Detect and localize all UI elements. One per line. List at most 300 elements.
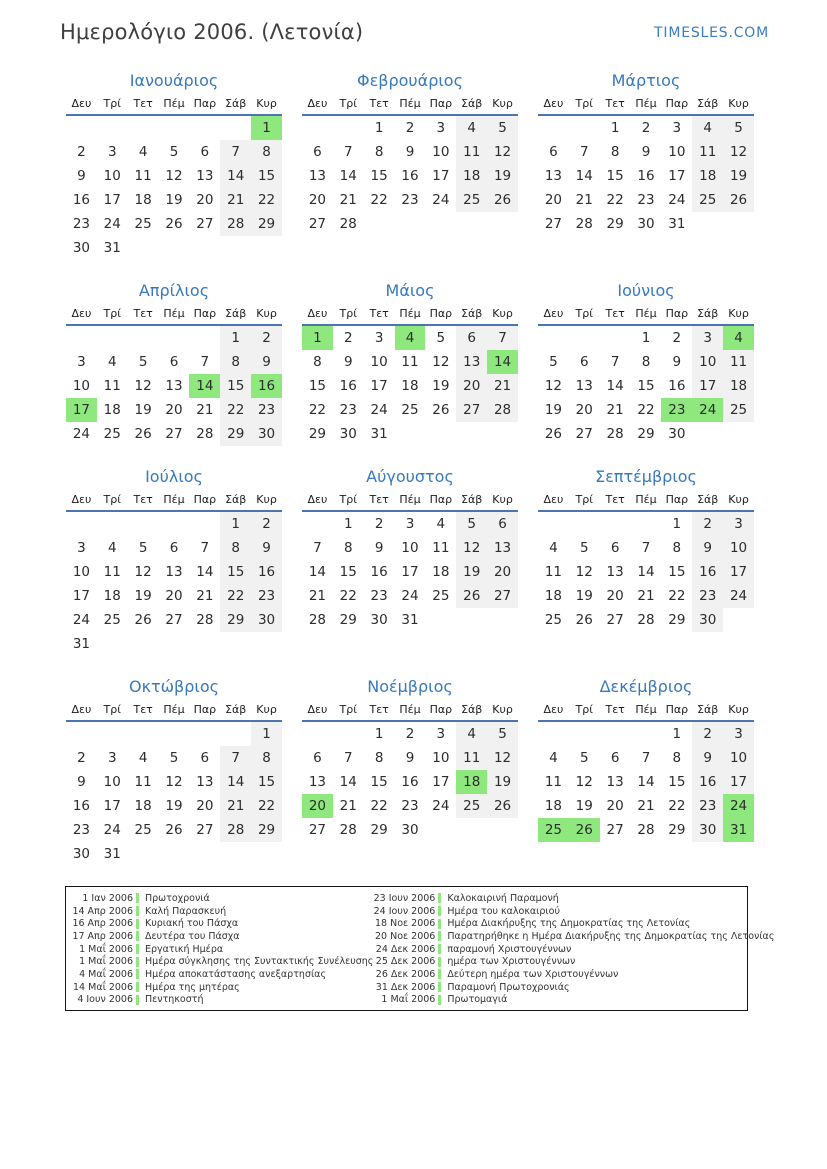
day-cell: 27: [544, 216, 563, 232]
holiday-legend-row: [71, 955, 373, 968]
day-cell: 26: [544, 426, 563, 442]
day-cell: 25: [103, 612, 121, 628]
day-cell: 14: [196, 564, 214, 580]
month-days: [538, 116, 754, 236]
holiday-marker-icon: [136, 957, 139, 967]
day-cell: 11: [692, 140, 723, 164]
empty-day-cell: [723, 608, 754, 632]
day-cell: 9: [692, 746, 723, 770]
day-cell: 20: [165, 588, 183, 604]
day-cell: 17: [370, 378, 388, 394]
empty-day-cell: [302, 512, 333, 536]
empty-day-cell: [425, 422, 456, 446]
empty-day-cell: [425, 608, 456, 632]
empty-day-cell: [159, 116, 190, 140]
day-cell: 4: [107, 540, 117, 556]
holiday-legend-row: [373, 968, 774, 981]
empty-day-cell: [97, 326, 128, 350]
month-title: Σεπτέμβριος: [595, 467, 697, 486]
empty-day-cell: [692, 422, 723, 446]
day-cell: 3: [692, 326, 723, 350]
day-cell: 24: [692, 398, 723, 422]
day-cell: 1: [251, 722, 282, 746]
day-cell: 14: [575, 168, 593, 184]
weekday-label: Σάβ: [697, 97, 719, 110]
weekday-label: Τρί: [103, 493, 121, 506]
day-cell: 8: [343, 540, 353, 556]
day-cell: 15: [668, 564, 686, 580]
day-cell: 22: [251, 794, 282, 818]
holiday-marker-icon: [438, 893, 441, 903]
brand-link[interactable]: TIMESLES.COM: [654, 25, 769, 41]
empty-day-cell: [456, 818, 487, 842]
day-cell: 2: [672, 330, 682, 346]
day-cell: 6: [579, 354, 589, 370]
weekday-label: Δευ: [71, 307, 92, 320]
day-cell: 7: [343, 750, 353, 766]
day-cell: 6: [313, 144, 322, 160]
day-cell: 5: [723, 116, 754, 140]
day-cell: 7: [610, 354, 620, 370]
month-calendar: [302, 677, 518, 842]
day-cell: 17: [668, 168, 686, 184]
weekday-label: Πέμ: [399, 97, 421, 110]
day-cell: 26: [134, 426, 152, 442]
holiday-marker-icon: [438, 931, 441, 941]
weekday-header-row: [538, 493, 754, 512]
day-cell: 11: [401, 354, 419, 370]
day-cell: 25: [401, 402, 419, 418]
day-cell: 3: [405, 516, 415, 532]
day-cell: 18: [432, 564, 450, 580]
day-cell: 13: [544, 168, 563, 184]
day-cell: 3: [107, 750, 117, 766]
empty-day-cell: [333, 722, 364, 746]
weekday-label: Τετ: [369, 703, 389, 716]
day-cell: 7: [220, 746, 251, 770]
day-cell: 10: [72, 564, 91, 580]
day-cell: 9: [405, 144, 415, 160]
day-cell: 26: [165, 216, 183, 232]
holiday-date: 26 Δεκ 2006: [375, 968, 436, 980]
holiday-date: 24 Δεκ 2006: [375, 943, 436, 955]
day-cell: 18: [134, 192, 152, 208]
weekday-label: Παρ: [429, 97, 453, 110]
empty-day-cell: [456, 212, 487, 236]
day-cell: 15: [339, 564, 357, 580]
weekday-label: Τετ: [133, 703, 153, 716]
day-cell: 13: [606, 564, 624, 580]
day-cell: 26: [456, 584, 487, 608]
day-cell: 27: [575, 426, 593, 442]
month-days: [302, 512, 518, 632]
month-title: Νοέμβριος: [367, 677, 453, 696]
weekday-label: Σάβ: [461, 97, 483, 110]
day-cell: 6: [200, 144, 210, 160]
weekday-label: Τετ: [605, 493, 625, 506]
day-cell: 28: [606, 426, 624, 442]
day-cell: 23: [637, 192, 655, 208]
weekday-label: Τετ: [133, 307, 153, 320]
weekday-header-row: [302, 97, 518, 116]
day-cell: 15: [370, 774, 388, 790]
weekday-label: Πέμ: [399, 493, 421, 506]
empty-day-cell: [66, 722, 97, 746]
empty-day-cell: [631, 722, 662, 746]
day-cell: 6: [313, 750, 322, 766]
empty-day-cell: [569, 116, 600, 140]
day-cell: 29: [668, 612, 686, 628]
holiday-date: 14 Απρ 2006: [72, 905, 133, 917]
day-cell: 4: [723, 326, 754, 350]
empty-day-cell: [333, 116, 364, 140]
day-cell: 6: [169, 354, 179, 370]
holiday-date: 1 Μαΐ 2006: [381, 994, 436, 1006]
holiday-legend-row: [71, 994, 373, 1007]
day-cell: 16: [251, 560, 282, 584]
holiday-name: Ημέρα αποκατάστασης ανεξαρτησίας: [145, 968, 327, 980]
weekday-label: Δευ: [543, 307, 564, 320]
day-cell: 4: [549, 540, 558, 556]
empty-day-cell: [128, 236, 159, 260]
weekday-label: Δευ: [543, 97, 564, 110]
day-cell: 19: [165, 798, 183, 814]
day-cell: 9: [672, 354, 682, 370]
day-cell: 16: [370, 564, 388, 580]
day-cell: 10: [370, 354, 388, 370]
holiday-marker-icon: [438, 995, 441, 1005]
holiday-legend-row: [373, 917, 774, 930]
day-cell: 4: [456, 722, 487, 746]
weekday-label: Σάβ: [225, 97, 247, 110]
weekday-label: Δευ: [543, 703, 564, 716]
day-cell: 1: [374, 120, 384, 136]
day-cell: 16: [401, 774, 419, 790]
day-cell: 2: [77, 144, 86, 160]
empty-day-cell: [251, 236, 282, 260]
weekday-label: Παρ: [665, 493, 689, 506]
empty-day-cell: [395, 422, 426, 446]
month-calendar: [538, 677, 754, 842]
day-cell: 18: [456, 770, 487, 794]
day-cell: 8: [672, 750, 682, 766]
day-cell: 24: [668, 192, 686, 208]
empty-day-cell: [723, 212, 754, 236]
day-cell: 8: [374, 750, 384, 766]
day-cell: 13: [165, 378, 183, 394]
holiday-date: 20 Νοε 2006: [374, 930, 436, 942]
month-days: [538, 512, 754, 632]
day-cell: 17: [723, 770, 754, 794]
holiday-legend-row: [373, 981, 774, 994]
day-cell: 14: [339, 774, 357, 790]
empty-day-cell: [97, 632, 128, 656]
empty-day-cell: [220, 116, 251, 140]
weekday-label: Πέμ: [399, 307, 421, 320]
day-cell: 25: [432, 588, 450, 604]
empty-day-cell: [189, 326, 220, 350]
day-cell: 31: [401, 612, 419, 628]
day-cell: 20: [196, 798, 214, 814]
holiday-name: Κυριακή του Πάσχα: [145, 918, 239, 930]
day-cell: 13: [165, 564, 183, 580]
day-cell: 21: [637, 588, 655, 604]
day-cell: 8: [313, 354, 322, 370]
day-cell: 5: [456, 512, 487, 536]
day-cell: 24: [72, 426, 91, 442]
day-cell: 9: [374, 540, 384, 556]
day-cell: 20: [165, 402, 183, 418]
empty-day-cell: [128, 842, 159, 866]
day-cell: 9: [405, 750, 415, 766]
page-header: [0, 0, 827, 44]
day-cell: 2: [692, 722, 723, 746]
day-cell: 11: [723, 350, 754, 374]
month-days: [538, 722, 754, 842]
day-cell: 4: [456, 116, 487, 140]
weekday-label: Πέμ: [163, 307, 185, 320]
day-cell: 16: [668, 378, 686, 394]
day-cell: 3: [436, 726, 446, 742]
weekday-label: Σάβ: [461, 307, 483, 320]
weekday-label: Τρί: [103, 703, 121, 716]
day-cell: 7: [641, 750, 651, 766]
day-cell: 2: [405, 726, 415, 742]
holiday-name: Ημέρα σύγκλησης της Συντακτικής Συνέλευσης: [145, 956, 374, 968]
day-cell: 17: [432, 168, 450, 184]
empty-day-cell: [66, 116, 97, 140]
day-cell: 2: [405, 120, 415, 136]
weekday-label: Πέμ: [163, 493, 185, 506]
day-cell: 12: [134, 564, 152, 580]
day-cell: 2: [374, 516, 384, 532]
empty-day-cell: [159, 326, 190, 350]
day-cell: 17: [66, 398, 97, 422]
day-cell: 24: [72, 612, 91, 628]
day-cell: 3: [77, 354, 86, 370]
weekday-label: Κυρ: [492, 307, 513, 320]
empty-day-cell: [159, 236, 190, 260]
day-cell: 7: [220, 140, 251, 164]
day-cell: 3: [374, 330, 384, 346]
empty-day-cell: [159, 722, 190, 746]
day-cell: 30: [72, 846, 91, 862]
day-cell: 30: [251, 422, 282, 446]
day-cell: 7: [200, 354, 210, 370]
day-cell: 31: [103, 846, 121, 862]
day-cell: 26: [432, 402, 450, 418]
empty-day-cell: [220, 722, 251, 746]
weekday-label: Τρί: [339, 703, 357, 716]
day-cell: 27: [308, 216, 327, 232]
weekday-label: Κυρ: [256, 307, 277, 320]
day-cell: 21: [487, 374, 518, 398]
day-cell: 31: [103, 240, 121, 256]
day-cell: 14: [308, 564, 327, 580]
weekday-header-row: [66, 307, 282, 326]
holiday-name: Καλή Παρασκευή: [145, 905, 227, 917]
day-cell: 22: [637, 402, 655, 418]
month-title: Φεβρουάριος: [357, 71, 463, 90]
day-cell: 18: [103, 588, 121, 604]
empty-day-cell: [97, 116, 128, 140]
empty-day-cell: [692, 212, 723, 236]
day-cell: 24: [432, 192, 450, 208]
weekday-label: Κυρ: [728, 493, 749, 506]
month-title: Δεκέμβριος: [599, 677, 693, 696]
day-cell: 20: [544, 192, 563, 208]
day-cell: 25: [538, 818, 569, 842]
weekday-header-row: [302, 703, 518, 722]
day-cell: 5: [487, 722, 518, 746]
day-cell: 14: [220, 770, 251, 794]
holiday-legend-row: [373, 955, 774, 968]
month-title: Οκτώβριος: [128, 677, 219, 696]
day-cell: 1: [220, 512, 251, 536]
day-cell: 26: [487, 794, 518, 818]
empty-day-cell: [487, 212, 518, 236]
day-cell: 23: [661, 398, 692, 422]
day-cell: 2: [251, 512, 282, 536]
day-cell: 6: [610, 750, 620, 766]
holiday-marker-icon: [438, 906, 441, 916]
holiday-name: Δευτέρα του Πάσχα: [145, 930, 240, 942]
weekday-label: Σάβ: [225, 307, 247, 320]
day-cell: 22: [370, 798, 388, 814]
empty-day-cell: [425, 818, 456, 842]
month-calendar: [538, 71, 754, 236]
day-cell: 22: [606, 192, 624, 208]
day-cell: 23: [692, 584, 723, 608]
weekday-header-row: [302, 307, 518, 326]
day-cell: 8: [374, 144, 384, 160]
weekday-label: Τρί: [575, 703, 593, 716]
day-cell: 22: [370, 192, 388, 208]
day-cell: 4: [436, 516, 446, 532]
weekday-label: Σάβ: [697, 493, 719, 506]
month-days: [66, 326, 282, 446]
month-title: Μάιος: [385, 281, 435, 300]
empty-day-cell: [128, 632, 159, 656]
holiday-marker-icon: [136, 995, 139, 1005]
holiday-name: Καλοκαιρινή Παραμονή: [447, 892, 559, 904]
empty-day-cell: [128, 116, 159, 140]
weekday-label: Σάβ: [461, 493, 483, 506]
day-cell: 16: [251, 374, 282, 398]
day-cell: 6: [549, 144, 558, 160]
day-cell: 28: [339, 216, 357, 232]
day-cell: 28: [196, 426, 214, 442]
day-cell: 20: [456, 374, 487, 398]
holiday-marker-icon: [136, 906, 139, 916]
day-cell: 6: [456, 326, 487, 350]
holiday-legend-row: [71, 917, 373, 930]
day-cell: 28: [575, 216, 593, 232]
weekday-label: Τετ: [133, 97, 153, 110]
day-cell: 30: [370, 612, 388, 628]
day-cell: 17: [72, 588, 91, 604]
day-cell: 15: [251, 770, 282, 794]
day-cell: 19: [544, 402, 563, 418]
day-cell: 19: [487, 164, 518, 188]
day-cell: 15: [637, 378, 655, 394]
day-cell: 24: [103, 822, 121, 838]
holiday-name: Παρατηρήθηκε η Ημέρα Διακήρυξης της Δημοκρατίας της Λετονίας: [447, 930, 775, 942]
day-cell: 15: [251, 164, 282, 188]
day-cell: 30: [692, 818, 723, 842]
day-cell: 15: [220, 560, 251, 584]
day-cell: 25: [134, 216, 152, 232]
day-cell: 19: [456, 560, 487, 584]
month-calendar: [66, 677, 282, 866]
day-cell: 18: [103, 402, 121, 418]
day-cell: 25: [723, 398, 754, 422]
holiday-marker-icon: [136, 893, 139, 903]
empty-day-cell: [220, 632, 251, 656]
day-cell: 12: [456, 536, 487, 560]
weekday-label: Δευ: [307, 493, 328, 506]
day-cell: 29: [220, 608, 251, 632]
day-cell: 22: [668, 588, 686, 604]
day-cell: 7: [200, 540, 210, 556]
day-cell: 1: [251, 116, 282, 140]
day-cell: 12: [165, 774, 183, 790]
day-cell: 25: [456, 188, 487, 212]
day-cell: 21: [196, 588, 214, 604]
day-cell: 31: [72, 636, 91, 652]
day-cell: 21: [606, 402, 624, 418]
month-title: Ιανουάριος: [129, 71, 219, 90]
day-cell: 5: [487, 116, 518, 140]
weekday-label: Τρί: [575, 97, 593, 110]
weekday-label: Δευ: [71, 493, 92, 506]
day-cell: 21: [196, 402, 214, 418]
day-cell: 19: [487, 770, 518, 794]
day-cell: 3: [723, 722, 754, 746]
weekday-label: Τετ: [369, 307, 389, 320]
day-cell: 23: [339, 402, 357, 418]
day-cell: 29: [251, 212, 282, 236]
holiday-marker-icon: [438, 919, 441, 929]
day-cell: 13: [196, 168, 214, 184]
weekday-label: Σάβ: [225, 703, 247, 716]
day-cell: 27: [606, 612, 624, 628]
day-cell: 1: [220, 326, 251, 350]
day-cell: 30: [692, 608, 723, 632]
day-cell: 4: [107, 354, 117, 370]
day-cell: 14: [189, 374, 220, 398]
holiday-legend-row: [373, 943, 774, 956]
day-cell: 17: [432, 774, 450, 790]
holiday-legend-row: [373, 892, 774, 905]
day-cell: 29: [251, 818, 282, 842]
day-cell: 5: [138, 540, 148, 556]
day-cell: 23: [72, 216, 91, 232]
weekday-label: Σάβ: [461, 703, 483, 716]
day-cell: 18: [544, 798, 563, 814]
day-cell: 24: [370, 402, 388, 418]
day-cell: 7: [641, 540, 651, 556]
day-cell: 13: [196, 774, 214, 790]
empty-day-cell: [395, 212, 426, 236]
weekday-label: Παρ: [429, 703, 453, 716]
day-cell: 30: [251, 608, 282, 632]
holiday-legend-row: [373, 994, 774, 1007]
holiday-legend-row: [71, 892, 373, 905]
holiday-date: 1 Μαΐ 2006: [79, 956, 133, 968]
page-title: Ημερολόγιο 2006. (Λετονία): [60, 20, 364, 44]
day-cell: 4: [395, 326, 426, 350]
